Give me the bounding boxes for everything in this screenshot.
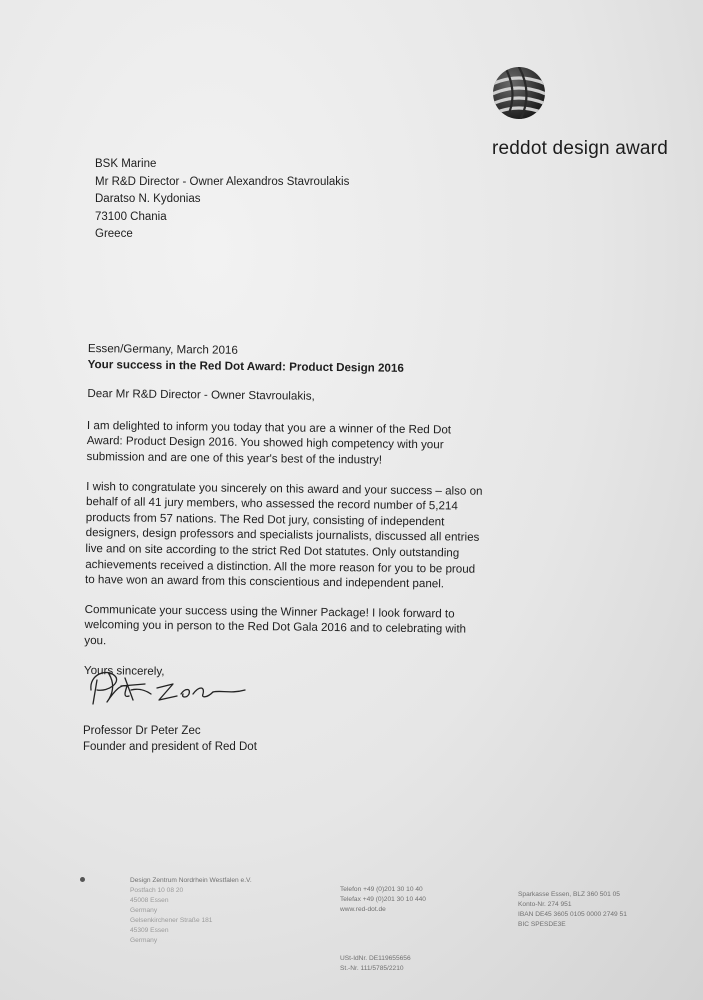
footer-line: St.-Nr. 111/5785/2210 (340, 965, 404, 972)
footer-column-address (130, 876, 252, 946)
footer-column-tax (340, 954, 411, 974)
paragraph: Communicate your success using the Winner Package! I look forward to welcoming you in person to the Red Dot Gala 2016 and to celebrating with you. (84, 602, 467, 648)
footer-line: 45008 Essen (130, 897, 169, 904)
footer-column-bank (518, 890, 627, 930)
footer-line: Postfach 10 08 20 (130, 887, 184, 894)
footer-line: 45309 Essen (130, 927, 169, 934)
brand-name: reddot design award (492, 138, 668, 159)
subject-line: Your success in the Red Dot Award: Product Design 2016 (87, 357, 404, 375)
address-line: Mr R&D Director - Owner Alexandros Stavroulakis (95, 175, 350, 188)
footer-line: Germany (130, 907, 158, 914)
paragraph: I am delighted to inform you today that you are a winner of the Red Dot Award: Product Design 2016. You showed high competency with your submission and are one of this year's best of the industry! (86, 418, 452, 467)
footer-line: Sparkasse Essen, BLZ 360 501 05 (518, 891, 620, 898)
paragraph: I wish to congratulate you sincerely on this award and your success – also on behalf of all 41 jury members, who assessed the record number of 5,214 products from 57 nations. The Red Dot jury, consisting of independent designers, design professors and specialists journalists, discussed all entries live and on site according to the strict Red Dot statutes. Only outstanding achievements received a distinction. All the more reason for you to be proud to have won an award from this conscientious and independent panel. (85, 479, 483, 591)
footer-line: Gelsenkirchener Straße 181 (130, 917, 213, 924)
footer-line: www.red-dot.de (340, 906, 386, 913)
footer-line: Design Zentrum Nordrhein Westfalen e.V. (130, 877, 252, 884)
footer-line: USt-IdNr. DE119655656 (340, 955, 411, 962)
signer-title: Founder and president of Red Dot (83, 741, 257, 753)
signer-name: Professor Dr Peter Zec (83, 725, 201, 737)
footer-line: Konto-Nr. 274 951 (518, 901, 572, 908)
address-line: BSK Marine (95, 158, 157, 170)
salutation: Dear Mr R&D Director - Owner Stavroulakis, (87, 387, 315, 403)
footer-line: BIC SPESDE3E (518, 921, 566, 928)
address-line: Greece (95, 228, 133, 240)
footer-line: IBAN DE45 3605 0105 0000 2749 51 (518, 911, 627, 918)
address-line: Daratso N. Kydonias (95, 193, 201, 205)
place-date: Essen/Germany, March 2016 (87, 341, 238, 357)
footer-bullet-dot (80, 877, 85, 882)
address-line: 73100 Chania (95, 210, 167, 223)
footer-line: Telefon +49 (0)201 30 10 40 (340, 886, 423, 893)
footer-line: Germany (130, 937, 158, 944)
footer-column-contact (340, 885, 426, 915)
footer-line: Telefax +49 (0)201 30 10 440 (340, 896, 426, 903)
closing: Yours sincerely, (83, 663, 165, 678)
